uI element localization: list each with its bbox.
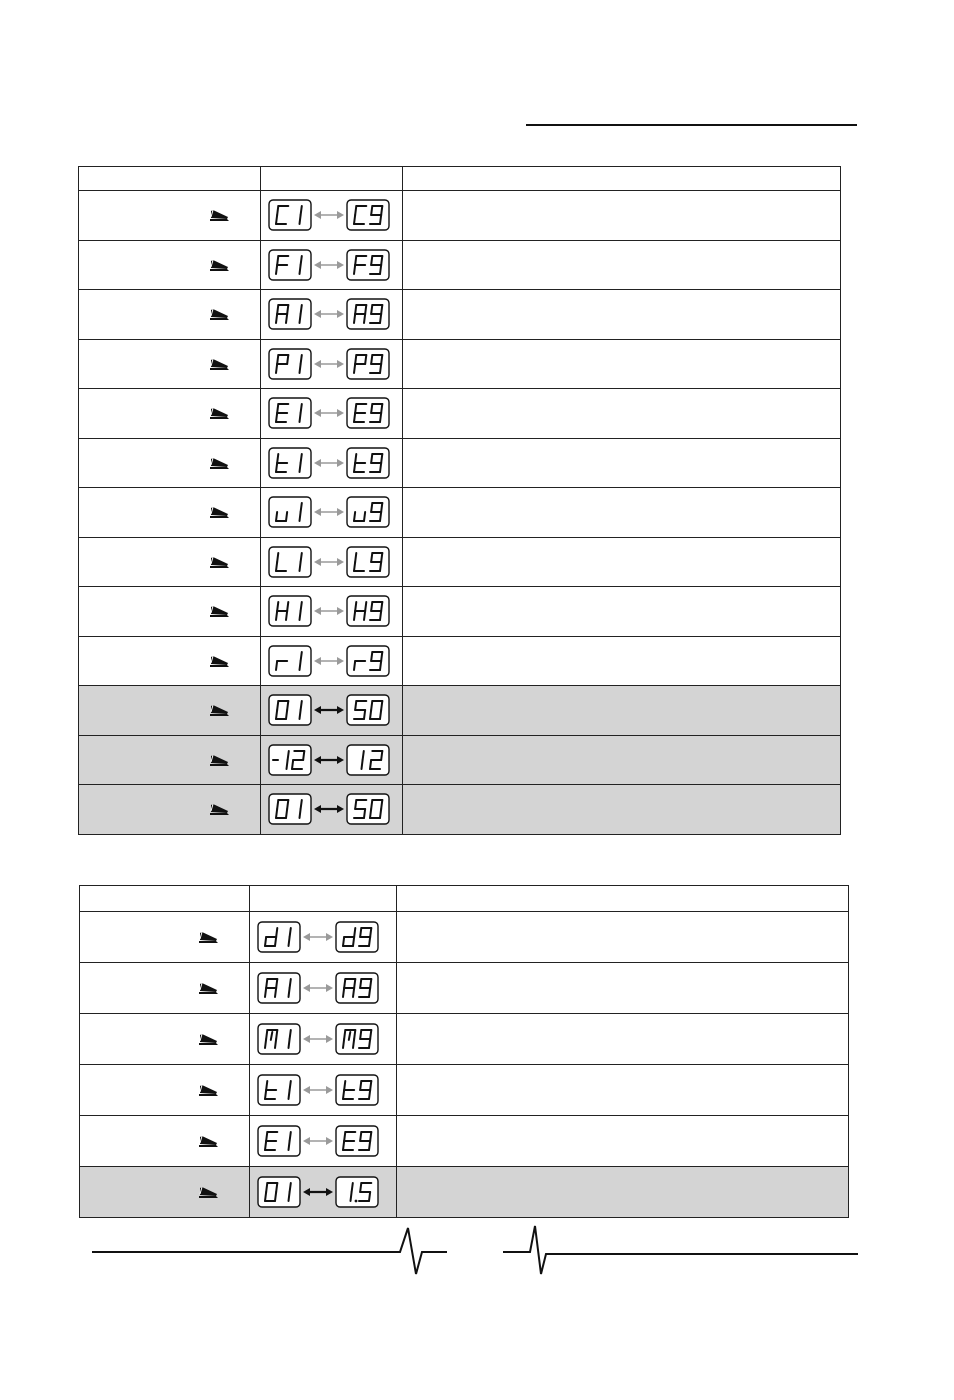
- parameter-name-cell: [79, 240, 261, 290]
- range-display: [257, 1014, 379, 1064]
- header-cell-name: [79, 167, 261, 191]
- parameter-description-cell: [397, 1167, 849, 1218]
- range-display: [268, 340, 390, 389]
- parameter-name-cell: [80, 912, 250, 963]
- double-arrow-icon: [312, 605, 346, 617]
- lcd-display: [257, 1074, 301, 1106]
- parameter-range-cell: [250, 1014, 397, 1065]
- parameter-name-cell: [79, 389, 261, 439]
- parameter-range-cell: [250, 1167, 397, 1218]
- table-row: [79, 735, 841, 785]
- lcd-display: [335, 972, 379, 1004]
- range-display: [257, 1065, 379, 1115]
- range-display: [268, 538, 390, 587]
- expression-pedal-icon: [208, 357, 230, 371]
- double-arrow-icon: [312, 506, 346, 518]
- footer-pulse-graphic: [0, 1220, 954, 1280]
- double-arrow-icon: [312, 259, 346, 271]
- parameter-name-cell: [79, 290, 261, 340]
- expression-pedal-icon: [197, 1134, 219, 1148]
- header-cell-display: [261, 167, 403, 191]
- range-display: [257, 963, 379, 1013]
- parameter-table-2: [79, 885, 849, 1218]
- parameter-range-cell: [250, 912, 397, 963]
- lcd-display: [346, 694, 390, 726]
- expression-pedal-icon: [197, 1185, 219, 1199]
- lcd-display: [268, 744, 312, 776]
- range-display: [257, 912, 379, 962]
- range-display: [268, 785, 390, 834]
- header-rule: [526, 124, 857, 126]
- lcd-display: [335, 1125, 379, 1157]
- lcd-display: [346, 595, 390, 627]
- parameter-name-cell: [79, 488, 261, 538]
- range-display: [268, 488, 390, 537]
- parameter-range-cell: [261, 785, 403, 835]
- lcd-display: [346, 546, 390, 578]
- double-arrow-icon: [312, 358, 346, 370]
- expression-pedal-icon: [197, 981, 219, 995]
- lcd-display: [268, 595, 312, 627]
- header-cell-name: [80, 886, 250, 912]
- lcd-display: [268, 397, 312, 429]
- expression-pedal-icon: [208, 802, 230, 816]
- expression-pedal-icon: [208, 753, 230, 767]
- expression-pedal-icon: [197, 1032, 219, 1046]
- parameter-description-cell: [403, 735, 841, 785]
- parameter-range-cell: [261, 191, 403, 241]
- parameter-description-cell: [403, 636, 841, 686]
- parameter-description-cell: [403, 389, 841, 439]
- range-display: [268, 241, 390, 290]
- parameter-range-cell: [261, 686, 403, 736]
- parameter-description-cell: [403, 785, 841, 835]
- parameter-range-cell: [261, 587, 403, 637]
- table-row: [79, 290, 841, 340]
- expression-pedal-icon: [208, 505, 230, 519]
- table-row: [79, 488, 841, 538]
- lcd-display: [268, 694, 312, 726]
- expression-pedal-icon: [208, 654, 230, 668]
- double-arrow-icon: [312, 457, 346, 469]
- lcd-display: [346, 397, 390, 429]
- double-arrow-icon: [312, 407, 346, 419]
- lcd-display: [268, 298, 312, 330]
- parameter-description-cell: [397, 912, 849, 963]
- parameter-range-cell: [261, 290, 403, 340]
- parameter-range-cell: [261, 488, 403, 538]
- lcd-display: [268, 496, 312, 528]
- header-cell-description: [397, 886, 849, 912]
- double-arrow-icon: [312, 209, 346, 221]
- table-row: [79, 636, 841, 686]
- expression-pedal-icon: [208, 307, 230, 321]
- parameter-name-cell: [79, 438, 261, 488]
- range-display: [268, 290, 390, 339]
- double-arrow-icon: [301, 1084, 335, 1096]
- parameter-name-cell: [80, 1167, 250, 1218]
- range-display: [268, 637, 390, 686]
- header-cell-display: [250, 886, 397, 912]
- parameter-range-cell: [261, 339, 403, 389]
- lcd-display: [346, 793, 390, 825]
- table-row: [79, 191, 841, 241]
- lcd-display: [268, 546, 312, 578]
- lcd-display: [346, 298, 390, 330]
- parameter-range-cell: [261, 389, 403, 439]
- parameter-name-cell: [79, 587, 261, 637]
- lcd-display: [268, 447, 312, 479]
- lcd-display: [346, 348, 390, 380]
- parameter-name-cell: [79, 191, 261, 241]
- table-row: [80, 1167, 849, 1218]
- expression-pedal-icon: [197, 1083, 219, 1097]
- lcd-display: [257, 1023, 301, 1055]
- parameter-description-cell: [403, 587, 841, 637]
- parameter-name-cell: [79, 735, 261, 785]
- parameter-table-1: [78, 166, 841, 835]
- range-display: [268, 736, 390, 785]
- table-row: [80, 963, 849, 1014]
- table-row: [79, 686, 841, 736]
- table-row: [79, 240, 841, 290]
- table-row: [80, 912, 849, 963]
- table-row: [80, 1014, 849, 1065]
- double-arrow-icon: [301, 982, 335, 994]
- parameter-range-cell: [261, 537, 403, 587]
- parameter-name-cell: [79, 537, 261, 587]
- table-row: [79, 339, 841, 389]
- parameter-name-cell: [79, 686, 261, 736]
- lcd-display: [257, 1176, 301, 1208]
- lcd-display: [257, 921, 301, 953]
- parameter-description-cell: [403, 438, 841, 488]
- lcd-display: [346, 249, 390, 281]
- range-display: [257, 1167, 379, 1217]
- lcd-display: [335, 921, 379, 953]
- parameter-description-cell: [397, 963, 849, 1014]
- parameter-name-cell: [80, 1014, 250, 1065]
- table-row: [80, 1116, 849, 1167]
- parameter-range-cell: [261, 636, 403, 686]
- range-display: [268, 686, 390, 735]
- parameter-name-cell: [80, 963, 250, 1014]
- parameter-range-cell: [250, 1116, 397, 1167]
- parameter-name-cell: [79, 785, 261, 835]
- lcd-display: [335, 1074, 379, 1106]
- double-arrow-icon: [312, 655, 346, 667]
- range-display: [257, 1116, 379, 1166]
- double-arrow-icon: [312, 754, 346, 766]
- table-row: [79, 389, 841, 439]
- parameter-description-cell: [403, 537, 841, 587]
- parameter-description-cell: [397, 1065, 849, 1116]
- table-row: [79, 587, 841, 637]
- range-display: [268, 389, 390, 438]
- parameter-name-cell: [79, 636, 261, 686]
- lcd-display: [346, 199, 390, 231]
- lcd-display: [346, 744, 390, 776]
- expression-pedal-icon: [208, 456, 230, 470]
- parameter-range-cell: [250, 1065, 397, 1116]
- double-arrow-icon: [312, 308, 346, 320]
- double-arrow-icon: [301, 1033, 335, 1045]
- parameter-description-cell: [403, 339, 841, 389]
- lcd-display: [257, 1125, 301, 1157]
- lcd-display: [335, 1176, 379, 1208]
- parameter-name-cell: [80, 1065, 250, 1116]
- range-display: [268, 587, 390, 636]
- expression-pedal-icon: [208, 258, 230, 272]
- lcd-display: [268, 645, 312, 677]
- parameter-description-cell: [403, 488, 841, 538]
- table-row: [79, 537, 841, 587]
- expression-pedal-icon: [197, 930, 219, 944]
- parameter-description-cell: [397, 1116, 849, 1167]
- parameter-description-cell: [403, 191, 841, 241]
- parameter-range-cell: [261, 438, 403, 488]
- parameter-description-cell: [403, 290, 841, 340]
- table-header-row: [79, 167, 841, 191]
- lcd-display: [268, 793, 312, 825]
- double-arrow-icon: [301, 931, 335, 943]
- lcd-display: [257, 972, 301, 1004]
- expression-pedal-icon: [208, 604, 230, 618]
- expression-pedal-icon: [208, 406, 230, 420]
- lcd-display: [346, 496, 390, 528]
- parameter-range-cell: [250, 963, 397, 1014]
- lcd-display: [346, 645, 390, 677]
- double-arrow-icon: [301, 1135, 335, 1147]
- double-arrow-icon: [312, 803, 346, 815]
- parameter-range-cell: [261, 735, 403, 785]
- double-arrow-icon: [312, 556, 346, 568]
- parameter-name-cell: [79, 339, 261, 389]
- double-arrow-icon: [312, 704, 346, 716]
- lcd-display: [268, 249, 312, 281]
- lcd-display: [346, 447, 390, 479]
- parameter-description-cell: [403, 686, 841, 736]
- parameter-name-cell: [80, 1116, 250, 1167]
- table-row: [80, 1065, 849, 1116]
- parameter-description-cell: [397, 1014, 849, 1065]
- header-cell-description: [403, 167, 841, 191]
- table-row: [79, 785, 841, 835]
- expression-pedal-icon: [208, 703, 230, 717]
- table-row: [79, 438, 841, 488]
- lcd-display: [268, 199, 312, 231]
- lcd-display: [335, 1023, 379, 1055]
- lcd-display: [268, 348, 312, 380]
- expression-pedal-icon: [208, 555, 230, 569]
- double-arrow-icon: [301, 1186, 335, 1198]
- range-display: [268, 191, 390, 240]
- expression-pedal-icon: [208, 208, 230, 222]
- range-display: [268, 439, 390, 488]
- table-header-row: [80, 886, 849, 912]
- parameter-range-cell: [261, 240, 403, 290]
- parameter-description-cell: [403, 240, 841, 290]
